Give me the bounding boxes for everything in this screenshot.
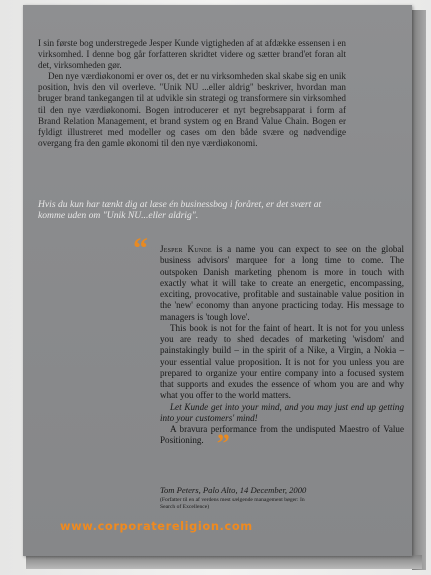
review-paragraph-1-text: is a name you can expect to see on the global business advisors' marquee for a long time to come. The outspoken Danish marketing phenom is more in touch with exactly what it will take to create an energetic, encompassing, exciting, provocative, profitable and sustainable value position in the 'new' economy than anyone practicing today. His message to managers is 'tough love'. — [160, 244, 404, 322]
danish-paragraph-1: I sin første bog understregede Jesper Kunde vigtigheden af at afdække essensen i en virksomhed. I denne bog går forfatteren skridtet videre og sætter brand'et foran alt det, virksomheden gør. — [38, 38, 346, 71]
box-bottom-edge — [26, 555, 422, 569]
review-paragraph-1 — [160, 244, 404, 323]
danish-blurb — [38, 38, 346, 149]
review-paragraph-4-text: A bravura performance from the undisputed Maestro of Value Positioning. — [160, 424, 404, 446]
review-author-name: Jesper Kunde — [160, 244, 212, 254]
closing-quote-mark: ” — [216, 429, 230, 459]
review-signature: Tom Peters, Palo Alto, 14 December, 2000 — [160, 485, 307, 495]
review-paragraph-3: Let Kunde get into your mind, and you may just end up getting into your customers' mind! — [160, 401, 404, 423]
danish-paragraph-2: Den nye værdiøkonomi er over os, det er nu virksomheden skal skabe sig en unik position, hvis den vil overleve. "Unik NU ...eller aldrig" beskriver, hvordan man bruger brand tankegangen til at udvikle sin strategi og transformere sin virksomhed til den nye værdiøkonomi. Bogen introducerer et nyt begrebsapparat i form af Brand Relation Management, et brand system og en Brand Value Chain. Bogen er fyldigt illustreret med modeller og cases om den både svære og nødvendige overgang fra den gamle økonomi til den nye værdiøkonomi. — [38, 71, 346, 148]
danish-italic-quote: Hvis du kun har tænkt dig at læse én businessbog i foråret, er det svært at komme uden om "Unik NU...eller aldrig". — [38, 199, 322, 222]
box-side-edge — [412, 10, 426, 570]
review-paragraph-2: This book is not for the faint of heart. It is not for you unless you are ready to shed decades of marketing 'wisdom' and painstakingly build – in the spirit of a Nike, a Virgin, a Nokia – your essential value proposition. It is not for you unless you are prepared to organize your entire company into a focused system that supports and exudes the essence of whom you are and why what you offer to the world matters. — [160, 322, 404, 401]
english-review — [160, 244, 404, 459]
opening-quote-mark: “ — [133, 232, 148, 265]
review-paragraph-4 — [160, 424, 404, 459]
signature-note: (Forfatter til en af verdens mest sælgende management bøger: In Search of Excellence) — [160, 497, 305, 510]
website-url: www.corporatereligion.com — [60, 519, 253, 533]
